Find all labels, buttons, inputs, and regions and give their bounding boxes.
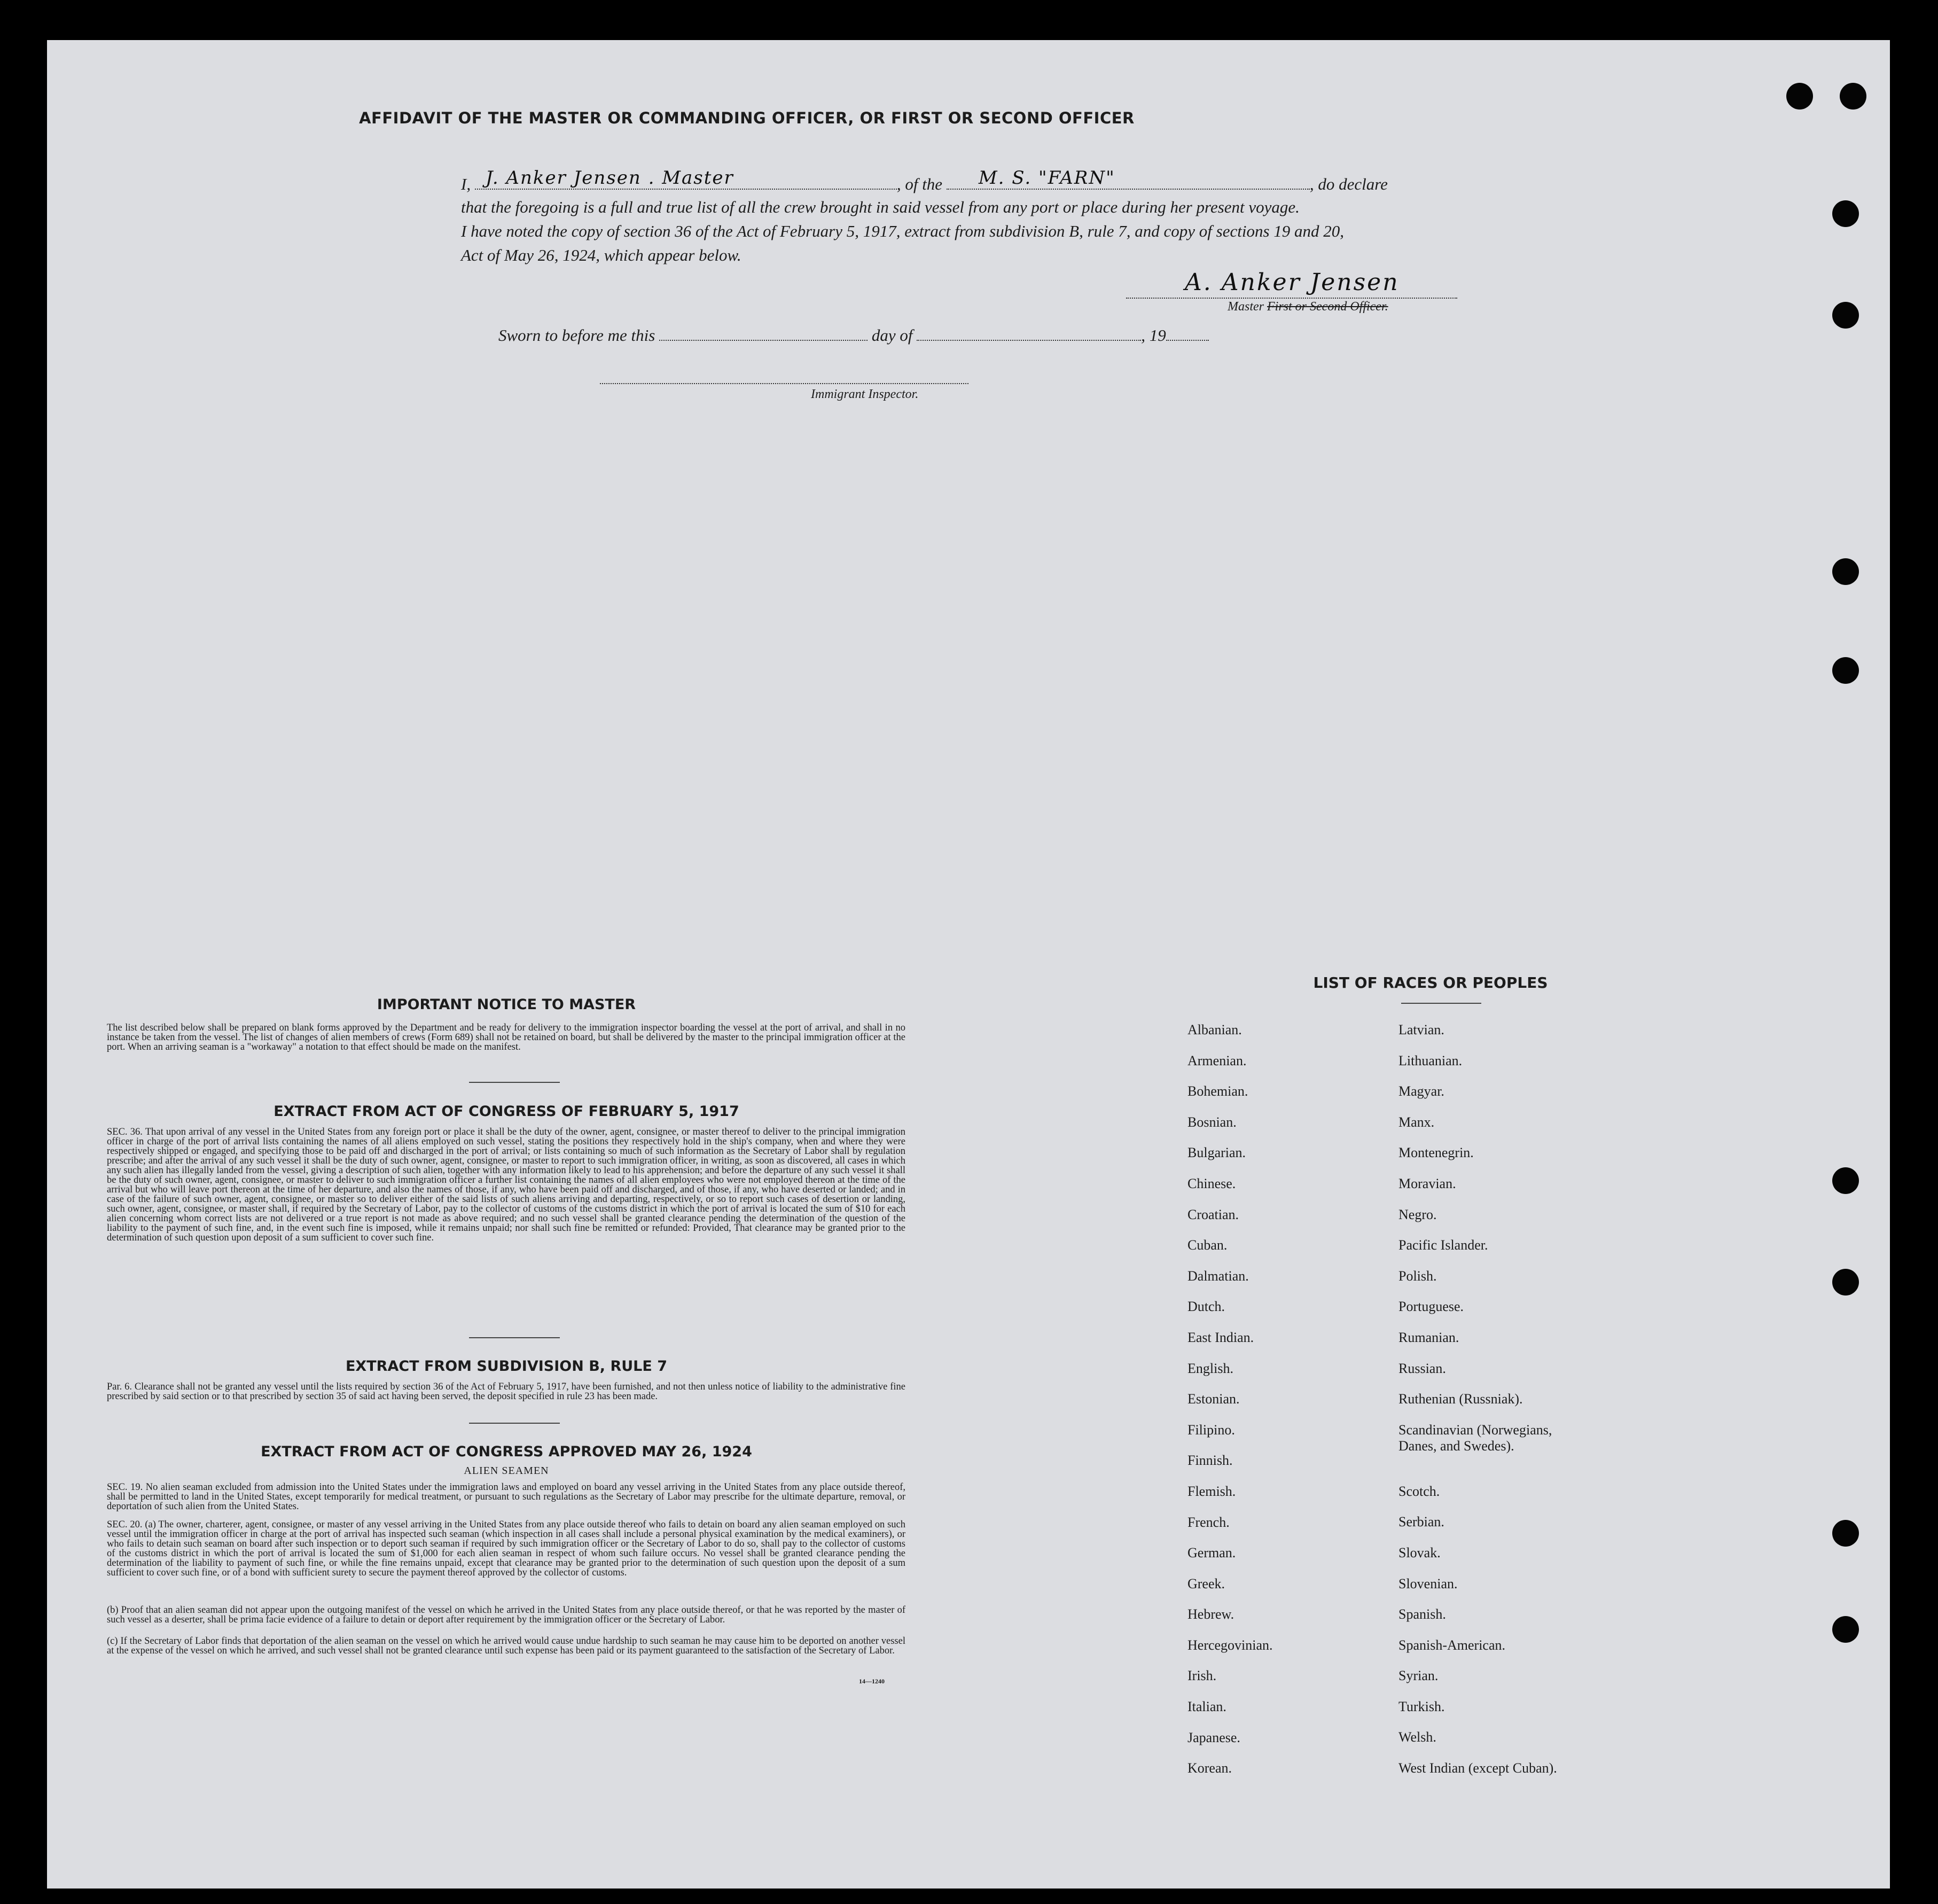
race-item: Filipino. (1187, 1422, 1235, 1438)
race-item: Chinese. (1187, 1175, 1236, 1191)
race-item: Slovak. (1398, 1544, 1441, 1560)
race-item: Estonian. (1187, 1391, 1240, 1407)
punch-hole (1832, 200, 1859, 227)
signature-caption (1228, 300, 1388, 314)
race-item: Dalmatian. (1187, 1268, 1249, 1284)
race-item: West Indian (except Cuban). (1398, 1760, 1557, 1776)
race-item: Scotch. (1398, 1483, 1440, 1499)
race-item: Russian. (1398, 1360, 1446, 1376)
race-item: Negro. (1398, 1206, 1437, 1222)
race-item: Japanese. (1187, 1729, 1240, 1745)
document-page (47, 40, 1890, 1889)
punch-hole (1832, 1269, 1859, 1296)
punch-hole (1786, 83, 1813, 110)
extract-1917-title: EXTRACT FROM ACT OF CONGRESS OF FEBRUARY 5, 1917 (273, 1103, 739, 1120)
notice-text: The list described below shall be prepared on blank forms approved by the Department and be ready for delivery to the immigration inspector boarding the vessel at the port of arrival, and shall in no instance be taken from the vessel. The list of changes of alien members of crews (Form 689) shall not be retained on board, but shall be delivered by the master to the principal immigration officer at the port. When an arriving seaman is a "workaway" a notation to that effect should be made on the manifest. (107, 1023, 905, 1052)
affidavit-do-declare: , do declare (1309, 175, 1388, 193)
race-item: Lithuanian. (1398, 1052, 1463, 1068)
extract-1924-sec20a: SEC. 20. (a) The owner, charterer, agent, consignee, or master of any vessel arriving in the United States from any place outside thereof who fails to detain on board any alien seaman employed on such vessel until the immigration officer in charge at the port of arrival has inspected such seaman (which inspection in all cases shall include a personal physical examination by the medical examiners), or who fails to detain such seaman on board after such inspection or to deport such seaman if required by such immigration officer or the Secretary of Labor to do so, shall pay to the collector of customs of the customs district in which the port of arrival is located the sum of $1,000 for each alien seaman in respect of whom such failure occurs. No vessel shall be granted clearance pending the determination of the liability to payment of such fine, or while the fine remains unpaid, except that clearance may be granted prior to the determination of such question upon the deposit of a sum sufficient to cover such fine, or of a bond with sufficient surety to secure the payment thereof approved by the collector of customs. (107, 1519, 905, 1578)
affidavit-line-1 (461, 167, 1388, 194)
affidavit-line-4: Act of May 26, 1924, which appear below. (461, 246, 741, 264)
affidavit-i: I, (461, 175, 471, 193)
race-item: Irish. (1187, 1668, 1217, 1684)
race-item: Italian. (1187, 1699, 1226, 1715)
extract-1924-sec20b: (b) Proof that an alien seaman did not appear upon the outgoing manifest of the vessel on which he arrived in the United States from any place outside thereof, or that he was reported by the master of such vessel as a deserter, shall be prima facie evidence of a failure to detain or deport after requirement by the immigration officer or the Secretary of Labor. (107, 1605, 905, 1625)
notice-title: IMPORTANT NOTICE TO MASTER (377, 996, 636, 1013)
races-divider (1401, 1003, 1481, 1004)
race-item: Manx. (1398, 1114, 1435, 1130)
extract-1924-title: EXTRACT FROM ACT OF CONGRESS APPROVED MAY 26, 1924 (261, 1443, 752, 1460)
races-right-column (1398, 1022, 1569, 1791)
vessel-name-handwritten: M. S. "FARN" (978, 167, 1115, 189)
extract-rule7-text: Par. 6. Clearance shall not be granted any vessel until the lists required by section 36 of the Act of February 5, 1917, have been furnished, and not then unless notice of liability to the administrative fine prescribed by said section or to that prescribed by section 35 of said act having been served, the deposit specified in rule 23 has been made. (107, 1382, 905, 1402)
race-item: Greek. (1187, 1575, 1225, 1591)
master-name-field (475, 167, 897, 190)
race-item: Spanish-American. (1398, 1637, 1506, 1653)
race-item: Hercegovinian. (1187, 1637, 1273, 1653)
affidavit-title: AFFIDAVIT OF THE MASTER OR COMMANDING OFFICER, OR FIRST OR SECOND OFFICER (359, 109, 1135, 127)
caption-master: Master (1228, 300, 1264, 314)
race-item: Polish. (1398, 1268, 1437, 1284)
master-signature: A. Anker Jensen (1185, 269, 1400, 296)
section-divider (469, 1082, 560, 1083)
race-item: Cuban. (1187, 1237, 1228, 1253)
sworn-year-field (1166, 325, 1209, 341)
race-item: Pacific Islander. (1398, 1237, 1488, 1253)
sworn-month-field (917, 325, 1141, 341)
punch-hole (1832, 1520, 1859, 1547)
race-item: Armenian. (1187, 1052, 1247, 1068)
race-item: Magyar. (1398, 1083, 1444, 1099)
race-item: Syrian. (1398, 1668, 1439, 1684)
extract-1917-text: SEC. 36. That upon arrival of any vessel in the United States from any foreign port or place it shall be the duty of the owner, agent, consignee, or master thereof to deliver to the principal immigration officer in charge of the port of arrival lists containing the names of all aliens employed on such vessel, stating the positions they respectively hold in the ship's company, when and where they were respectively shipped or engaged, and specifying those to be paid off and discharged in the port of arrival; or lists containing so much of such information as the Secretary of Labor shall by regulation prescribe; and after the arrival of any such vessel it shall be the duty of such owner, agent, consignee, or master to report to such immigration officer, in writing, as soon as discovered, all cases in which any such alien has illegally landed from the vessel, giving a description of such alien, together with any information likely to lead to his apprehension; and before the departure of any such vessel it shall be the duty of such owner, agent, consignee, or master to deliver to such immigration officer a further list containing the names of all alien employees who were not employed thereon at the time of the arrival but who will leave port thereon at the time of her departure, and also the names of those, if any, who have been paid off and discharged, and of those, if any, who have deserted or landed; and in case of the failure of such owner, agent, consignee, or master so to deliver either of the said lists of such aliens arriving and departing, respectively, or so to report such cases of desertion or landing, such owner, agent, consignee, or master shall, if required by the Secretary of Labor, pay to the collector of customs of the customs district in which the port of arrival is located the sum of $10 for each alien concerning whom correct lists are not delivered or a true report is not made as above required; and no such vessel shall be granted clearance pending the determination of the question of the liability to the payment of such fine, and, in the event such fine is imposed, while it remains unpaid; nor shall such fine be remitted or refunded: Provided, That clearance may be granted prior to the determination of such question upon deposit of a sum sufficient to cover such fine. (107, 1127, 905, 1243)
caption-officer-struck: First or Second Officer. (1267, 300, 1388, 314)
affidavit-of-the: , of the (896, 175, 943, 193)
punch-hole (1832, 302, 1859, 329)
race-item: Rumanian. (1398, 1329, 1459, 1345)
master-name-handwritten: J. Anker Jensen . Master (485, 167, 734, 189)
punch-hole (1840, 83, 1866, 110)
sworn-day-of: day of (871, 326, 913, 345)
race-item: Moravian. (1398, 1175, 1456, 1191)
race-item: Korean. (1187, 1760, 1232, 1776)
race-item: Hebrew. (1187, 1606, 1234, 1622)
vessel-name-field (947, 167, 1310, 190)
race-item: Ruthenian (Russniak). (1398, 1391, 1523, 1407)
race-item: Albanian. (1187, 1022, 1242, 1037)
races-left-column (1187, 1022, 1273, 1791)
affidavit-line-3: I have noted the copy of section 36 of the Act of February 5, 1917, extract from subdivision B, rule 7, and copy of sections 19 and 20, (461, 222, 1345, 240)
races-title: LIST OF RACES OR PEOPLES (1313, 974, 1548, 992)
extract-1924-sec20c: (c) If the Secretary of Labor finds that deportation of the alien seaman on the vessel on which he arrived would cause undue hardship to such seaman he may cause him to be deported on another vessel at the expense of the vessel on which he arrived, and such vessel shall not be granted clearance until such expense has been paid or its payment guaranteed to the satisfaction of the Secretary of Labor. (107, 1636, 905, 1656)
race-item: Flemish. (1187, 1483, 1236, 1499)
race-item: Montenegrin. (1398, 1145, 1474, 1161)
race-item: Finnish. (1187, 1453, 1233, 1469)
race-item: English. (1187, 1360, 1233, 1376)
sworn-year: , 19 (1141, 326, 1166, 345)
race-item: Croatian. (1187, 1206, 1239, 1222)
punch-hole (1832, 1167, 1859, 1194)
race-item: Slovenian. (1398, 1575, 1458, 1591)
form-number: 14—1240 (859, 1677, 885, 1685)
punch-hole (1832, 1616, 1859, 1643)
race-item: Spanish. (1398, 1606, 1446, 1622)
section-divider (469, 1423, 560, 1424)
race-item: Dutch. (1187, 1299, 1225, 1315)
extract-1924-subtitle: ALIEN SEAMEN (464, 1465, 549, 1477)
race-item: Welsh. (1398, 1729, 1436, 1745)
inspector-line (600, 383, 968, 384)
affidavit-line-2: that the foregoing is a full and true list of all the crew brought in said vessel from any port or place during her present voyage. (461, 198, 1300, 216)
inspector-caption: Immigrant Inspector. (811, 387, 919, 401)
signature-line (1126, 298, 1457, 299)
race-item: Bohemian. (1187, 1083, 1248, 1099)
race-item: German. (1187, 1545, 1236, 1561)
race-item: East Indian. (1187, 1329, 1254, 1345)
sworn-day-field (659, 325, 868, 341)
sworn-line (498, 325, 1209, 345)
race-item: French. (1187, 1514, 1230, 1530)
sworn-prefix: Sworn to before me this (498, 326, 655, 345)
race-item: Portuguese. (1398, 1299, 1464, 1315)
race-item: Bosnian. (1187, 1114, 1237, 1130)
extract-1924-sec19: SEC. 19. No alien seaman excluded from admission into the United States under the immigration laws and employed on board any vessel arriving in the United States from any place outside thereof, shall be permitted to land in the United States, except temporarily for medical treatment, or pursuant to such regulations as the Secretary of Labor may prescribe for the ultimate departure, removal, or deportation of such alien from the United States. (107, 1482, 905, 1512)
race-item: Bulgarian. (1187, 1145, 1246, 1161)
race-item: Serbian. (1398, 1514, 1444, 1530)
punch-hole (1832, 657, 1859, 684)
section-divider (469, 1337, 560, 1338)
extract-rule7-title: EXTRACT FROM SUBDIVISION B, RULE 7 (345, 1358, 668, 1375)
race-item: Turkish. (1398, 1698, 1445, 1714)
punch-hole (1832, 558, 1859, 585)
race-item: Latvian. (1398, 1022, 1444, 1037)
race-item: Scandinavian (Norwegians, Danes, and Swedes). (1398, 1422, 1552, 1454)
